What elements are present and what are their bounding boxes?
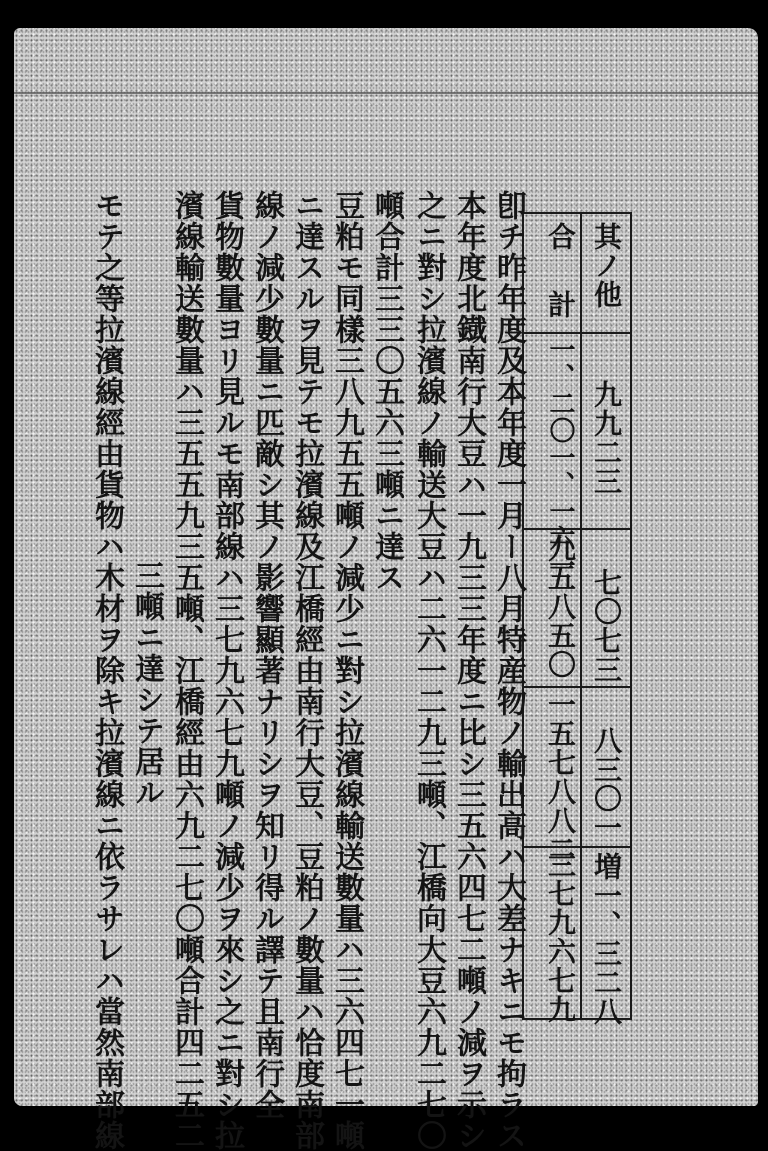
table-cell: 八三〇一	[590, 726, 623, 842]
table-cell: 七〇七三	[590, 568, 623, 684]
text-column: 線ノ減少數量ニ匹敵シ其ノ影響顯著ナリシヲ知リ得ル譯テ且南行全	[249, 190, 284, 1120]
table-cell: 三七九六七九	[544, 850, 577, 1024]
top-rule-line	[14, 92, 758, 94]
table-row-divider	[522, 686, 630, 688]
table-header-label: 其ノ他	[590, 222, 623, 309]
text-column: 卽チ昨年度及本年度一月ー八月特産物ノ輸出高ハ大差ナキニモ拘ラス	[491, 190, 526, 1151]
table-total-label: 合計	[544, 222, 577, 358]
text-column: 之ニ對シ拉濱線ノ輸送大豆ハ二六一二九三噸、江橋向大豆六九二七〇	[411, 190, 446, 1151]
table-cell: 九五八五〇	[544, 534, 577, 679]
table-cell: 一五七八八二	[544, 690, 577, 864]
text-column: モテ之等拉濱線經由貨物ハ木材ヲ除キ拉濱線ニ依ラサレハ當然南部線	[89, 190, 124, 1151]
table-cell: 九九二三	[590, 380, 623, 496]
text-column: 本年度北鐡南行大豆ハ一九三三年度ニ比シ三五六四七二噸ノ減ヲ示シ	[451, 190, 486, 1151]
table-cell: 一、二〇一、一六一	[545, 336, 575, 579]
text-column: 貨物數量ヨリ見ルモ南部線ハ三七九六七九噸ノ減少ヲ來シ之ニ對シ拉	[209, 190, 244, 1151]
table-cell: 増一、三二八	[590, 852, 623, 1026]
text-column: 濱線輸送數量ハ三五五九三五噸、江橋經由六九二七〇噸合計四二五二	[169, 190, 204, 1151]
text-column: ニ達スルヲ見テモ拉濱線及江橋經由南行大豆、豆粕ノ數量ハ恰度南部	[289, 190, 324, 1151]
table-top-border	[522, 212, 630, 214]
text-column: 三噸ニ達シテ居ル	[129, 560, 164, 808]
text-column: 噸合計三三〇五六三噸ニ達ス	[369, 190, 404, 593]
text-column: 豆粕モ同樣三八九五五噸ノ減少ニ對シ拉濱線輸送數量ハ三六四七一噸	[329, 190, 364, 1151]
